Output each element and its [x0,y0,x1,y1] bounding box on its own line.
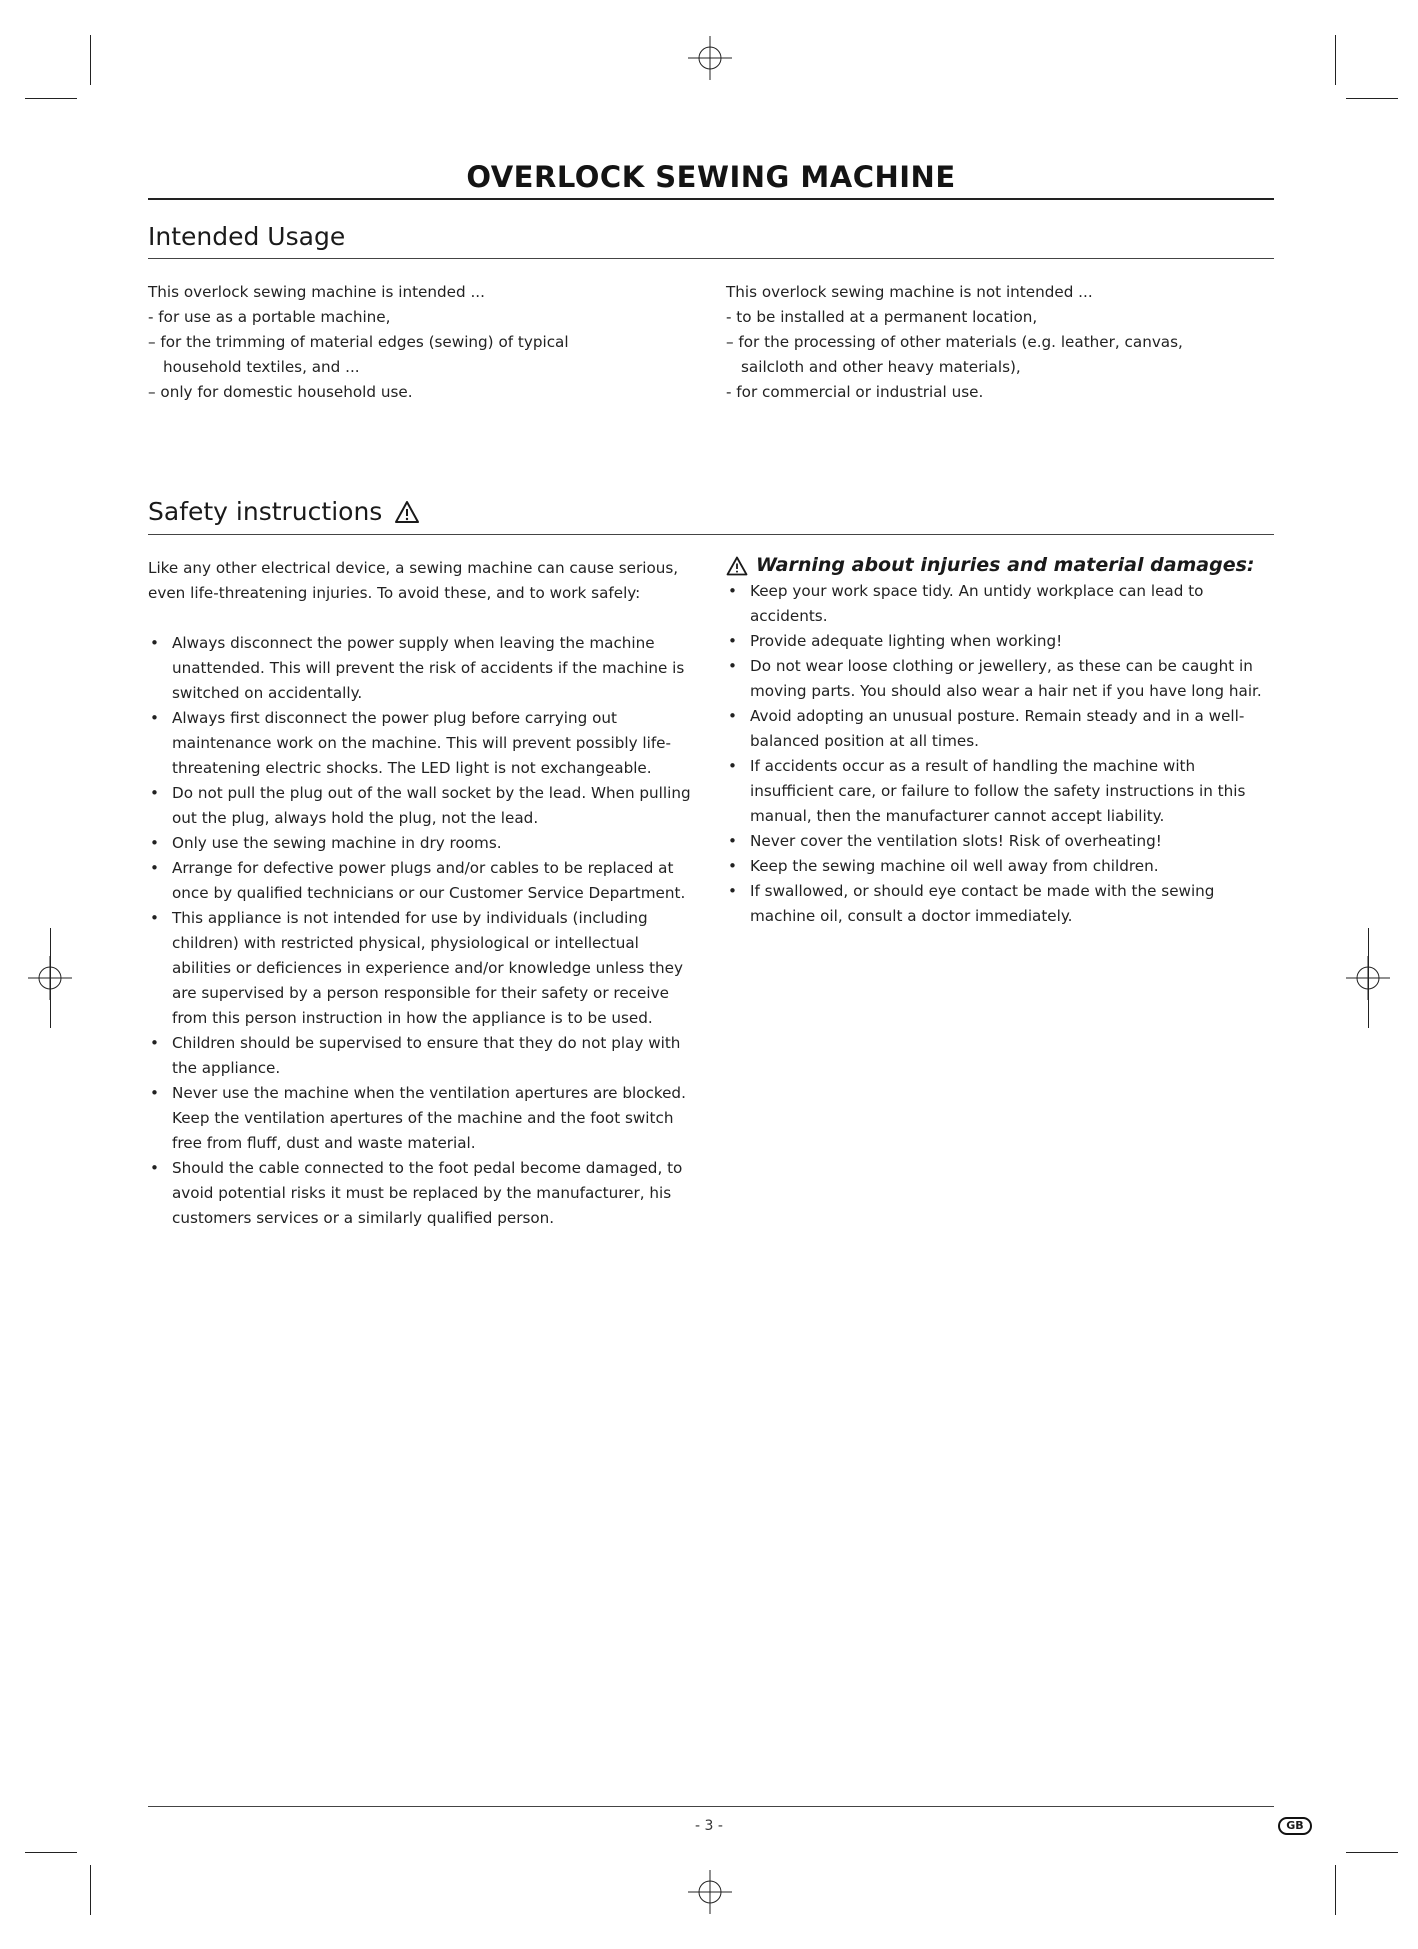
section-heading-safety [148,497,420,526]
intended-usage-right [726,280,1246,405]
list-item: • If swallowed, or should eye contact be made with the sewing machine oil, consult a doctor immediately. [726,879,1276,929]
page-title: OVERLOCK SEWING MACHINE [466,160,956,194]
crop-mark [1346,98,1398,99]
list-item: • If accidents occur as a result of handling the machine with insufficient care, or failure to follow the safety instructions in this manual, then the manufacturer cannot accept liability. [726,754,1276,829]
list-item: • Always first disconnect the power plug before carrying out maintenance work on the machine. This will prevent possibly life-threatening electric shocks. The LED light is not exchangeable. [148,706,700,781]
intended-usage-left [148,280,648,405]
safety-right-column [726,552,1276,929]
section-heading-label: Intended Usage [148,222,346,251]
not-intended-item: - to be installed at a permanent location, [726,308,1038,326]
safety-intro: Like any other electrical device, a sewing machine can cause serious, even life-threatening injuries. To avoid these, and to work safely: [148,559,679,602]
intended-item: – for the trimming of material edges (sewing) of typical household textiles, and ... [148,333,569,376]
crop-mark [90,35,91,85]
list-item: • Should the cable connected to the foot pedal become damaged, to avoid potential risks it must be replaced by the manufacturer, his customers services or a similarly qualified person. [148,1156,700,1231]
warning-triangle-icon [726,556,748,576]
warning-heading [726,552,1276,579]
crop-mark [1368,928,1369,1028]
crop-mark [1335,1865,1336,1915]
list-item: • Avoid adopting an unusual posture. Remain steady and in a well-balanced position at all times. [726,704,1276,754]
list-item: • Keep your work space tidy. An untidy workplace can lead to accidents. [726,579,1276,629]
crop-mark [90,1865,91,1915]
not-intended-intro: This overlock sewing machine is not intended ... [726,283,1093,301]
list-item: • Arrange for defective power plugs and/or cables to be replaced at once by qualified technicians or our Customer Service Department. [148,856,700,906]
crop-mark [25,98,77,99]
crop-mark [50,928,51,1028]
list-item: • Provide adequate lighting when working! [726,629,1276,654]
registration-mark-icon [688,1870,732,1914]
registration-mark-icon [688,36,732,80]
not-intended-item: – for the processing of other materials (e.g. leather, canvas, sailcloth and other heavy materials), [726,333,1183,376]
section-rule [148,258,1274,259]
section-rule [148,534,1274,535]
warning-bullet-list [726,579,1276,929]
footer-rule [148,1806,1274,1807]
page-number: - 3 - [695,1818,723,1834]
safety-bullet-list [148,631,700,1231]
title-rule [148,198,1274,200]
intended-item: – only for domestic household use. [148,383,413,401]
list-item: • Only use the sewing machine in dry rooms. [148,831,700,856]
list-item: • Do not pull the plug out of the wall socket by the lead. When pulling out the plug, always hold the plug, not the lead. [148,781,700,831]
section-heading-label: Safety instructions [148,497,383,526]
list-item: • Always disconnect the power supply when leaving the machine unattended. This will prevent the risk of accidents if the machine is switched on accidentally. [148,631,700,706]
warning-triangle-icon [394,500,420,524]
section-heading-intended-usage [148,222,345,251]
intended-item: - for use as a portable machine, [148,308,391,326]
list-item: • Do not wear loose clothing or jewellery, as these can be caught in moving parts. You should also wear a hair net if you have long hair. [726,654,1276,704]
language-badge: GB [1278,1817,1312,1835]
list-item: • Never use the machine when the ventilation apertures are blocked. Keep the ventilation apertures of the machine and the foot switch free from fluff, dust and waste material. [148,1081,700,1156]
safety-left-column [148,556,700,1231]
list-item: • Keep the sewing machine oil well away from children. [726,854,1276,879]
warning-heading-label: Warning about injuries and material damages: [756,554,1255,576]
list-item: • Never cover the ventilation slots! Risk of overheating! [726,829,1276,854]
not-intended-item: - for commercial or industrial use. [726,383,984,401]
crop-mark [1346,1852,1398,1853]
intended-intro: This overlock sewing machine is intended ... [148,283,485,301]
list-item: • Children should be supervised to ensure that they do not play with the appliance. [148,1031,700,1081]
crop-mark [1335,35,1336,85]
list-item: • This appliance is not intended for use by individuals (including children) with restricted physical, physiological or intellectual abilities or deficiences in experience and/or knowledge unless they are supervised by a person responsible for their safety or receive from this person instruction in how the appliance is to be used. [148,906,700,1031]
crop-mark [25,1852,77,1853]
